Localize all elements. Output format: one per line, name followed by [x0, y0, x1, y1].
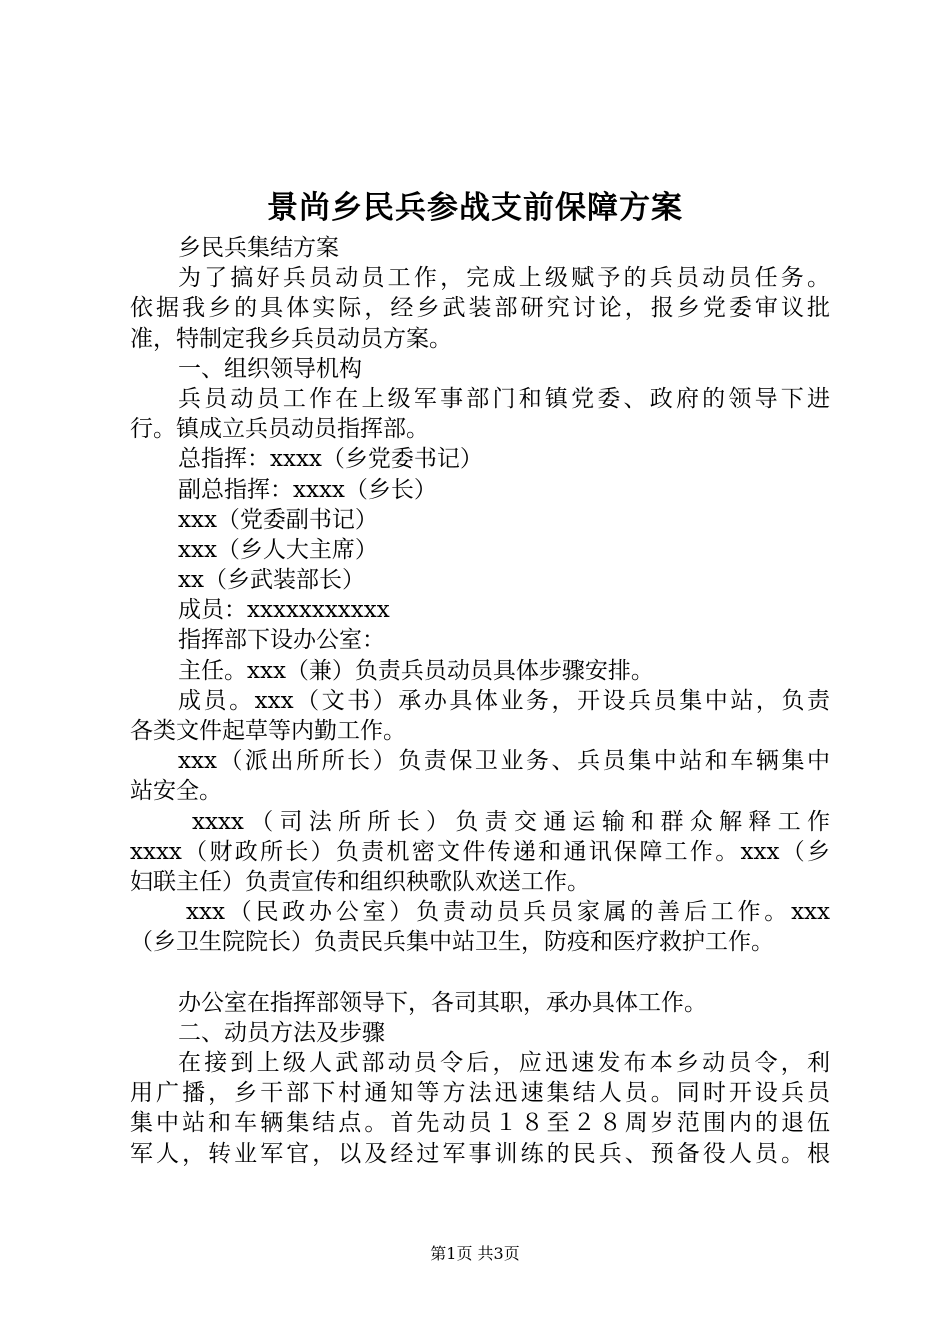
paragraph-line: 军人，转业军官，以及经过军事训练的民兵、预备役人员。根: [130, 1140, 830, 1167]
paragraph-line: xx（乡武装部长）: [178, 567, 365, 594]
paragraph-line: xxx（乡人大主席）: [178, 536, 378, 563]
paragraph-line: 依据我乡的具体实际，经乡武装部研究讨论，报乡党委审议批: [130, 295, 830, 322]
document-body: [130, 233, 830, 1169]
paragraph-line: xxxx（财政所长）负责机密文件传递和通讯保障工作。xxx（乡: [130, 838, 830, 865]
paragraph-line: 妇联主任）负责宣传和组织秧歌队欢送工作。: [130, 868, 590, 895]
paragraph-line: 指挥部下设办公室：: [178, 627, 385, 654]
paragraph-line: 用广播，乡干部下村通知等方法迅速集结人员。同时开设兵员: [130, 1080, 830, 1107]
paragraph-line: 兵员动员工作在上级军事部门和镇党委、政府的领导下进: [178, 385, 830, 412]
paragraph-line: 办公室在指挥部领导下，各司其职，承办具体工作。: [178, 989, 707, 1016]
paragraph-line: 在接到上级人武部动员令后，应迅速发布本乡动员令，利: [178, 1050, 830, 1077]
paragraph-line: 乡民兵集结方案: [178, 235, 339, 261]
paragraph-line: 总指挥：xxxx（乡党委书记）: [178, 446, 483, 473]
paragraph-line: 各类文件起草等内勤工作。: [130, 718, 406, 744]
paragraph-line: 为了搞好兵员动员工作，完成上级赋予的兵员动员任务。: [178, 265, 830, 292]
paragraph-line: 准，特制定我乡兵员动员方案。: [130, 325, 452, 352]
paragraph-line: 行。镇成立兵员动员指挥部。: [130, 416, 429, 443]
blank-line: [130, 958, 830, 988]
section-heading: 一、组织领导机构: [178, 355, 362, 382]
paragraph-line: （乡卫生院院长）负责民兵集中站卫生，防疫和医疗救护工作。: [130, 929, 774, 956]
paragraph-line: xxxx（司法所所长）负责交通运输和群众解释工作: [192, 808, 830, 835]
paragraph-line: 站安全。: [130, 778, 222, 805]
document-title: 景尚乡民兵参战支前保障方案: [267, 190, 683, 226]
paragraph-line: xxx（派出所所长）负责保卫业务、兵员集中站和车辆集中: [178, 748, 830, 775]
page-footer: 第1页 共3页: [430, 1244, 520, 1263]
section-heading: 二、动员方法及步骤: [178, 1019, 385, 1046]
paragraph-line: xxx（民政办公室）负责动员兵员家属的善后工作。xxx: [186, 899, 830, 926]
paragraph-line: xxx（党委副书记）: [178, 506, 378, 533]
paragraph-line: 成员：xxxxxxxxxxx: [178, 597, 390, 624]
paragraph-line: 集中站和车辆集结点。首先动员１８至２８周岁范围内的退伍: [130, 1110, 830, 1137]
paragraph-line: 主任。xxx（兼）负责兵员动员具体步骤安排。: [178, 657, 654, 684]
paragraph-line: 副总指挥：xxxx（乡长）: [178, 476, 437, 503]
paragraph-line: 成员。xxx（文书）承办具体业务，开设兵员集中站，负责: [178, 687, 830, 714]
